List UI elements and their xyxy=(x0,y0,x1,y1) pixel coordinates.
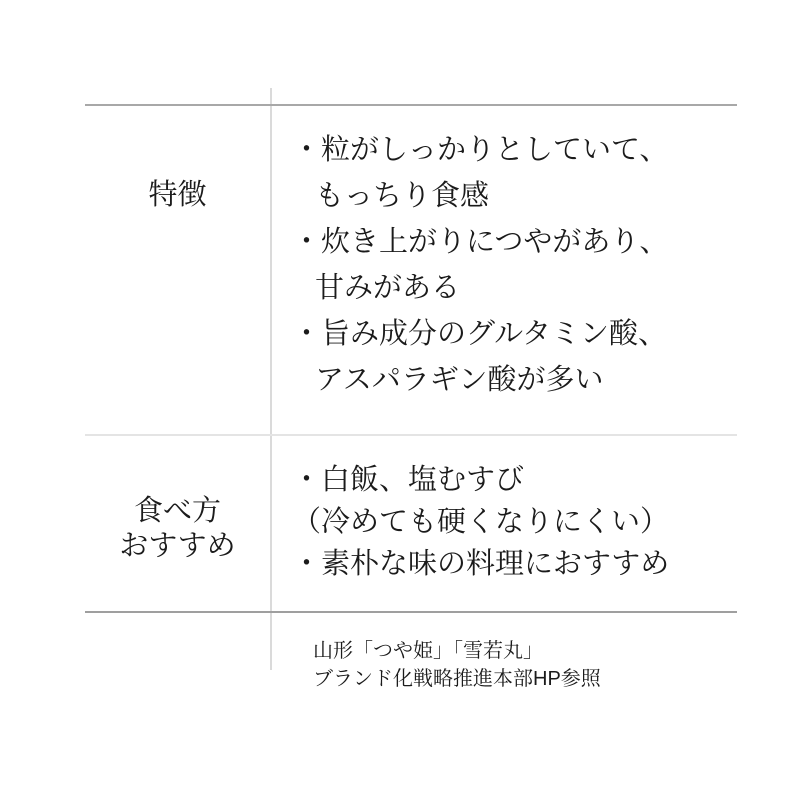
row-border-top xyxy=(85,104,737,106)
source-note-line: 山形「つや姫」「雪若丸」 xyxy=(313,640,543,662)
source-note xyxy=(313,637,601,693)
row-border-bottom xyxy=(85,611,737,613)
source-note-line: ブランド化戦略推進本部HP参照 xyxy=(313,668,601,690)
row-header-features xyxy=(85,178,270,213)
features-content xyxy=(292,127,668,403)
content-line: ・旨み成分のグルタミン酸、 xyxy=(292,318,667,350)
content-line: アスパラギン酸が多い xyxy=(315,364,604,396)
row-header-recommended-eating xyxy=(85,494,270,564)
row-header-line: おすすめ xyxy=(119,530,236,562)
row-header-line: 特徴 xyxy=(148,179,207,211)
row-header-line: 食べ方 xyxy=(133,495,221,527)
content-line: ・炊き上がりにつやがあり、 xyxy=(292,226,669,258)
row-divider-line xyxy=(85,434,737,436)
content-line: 甘みがある xyxy=(315,272,461,304)
content-line: もっちり食感 xyxy=(315,180,490,212)
content-line: ・粒がしっかりとしていて、 xyxy=(292,134,669,166)
content-line: （冷めても硬くなりにくい） xyxy=(292,506,670,538)
content-line: ・白飯、塩むすび xyxy=(292,464,525,496)
column-divider-line xyxy=(270,88,272,670)
recommended-eating-content xyxy=(292,459,669,585)
content-line: ・素朴な味の料理におすすめ xyxy=(292,548,670,580)
